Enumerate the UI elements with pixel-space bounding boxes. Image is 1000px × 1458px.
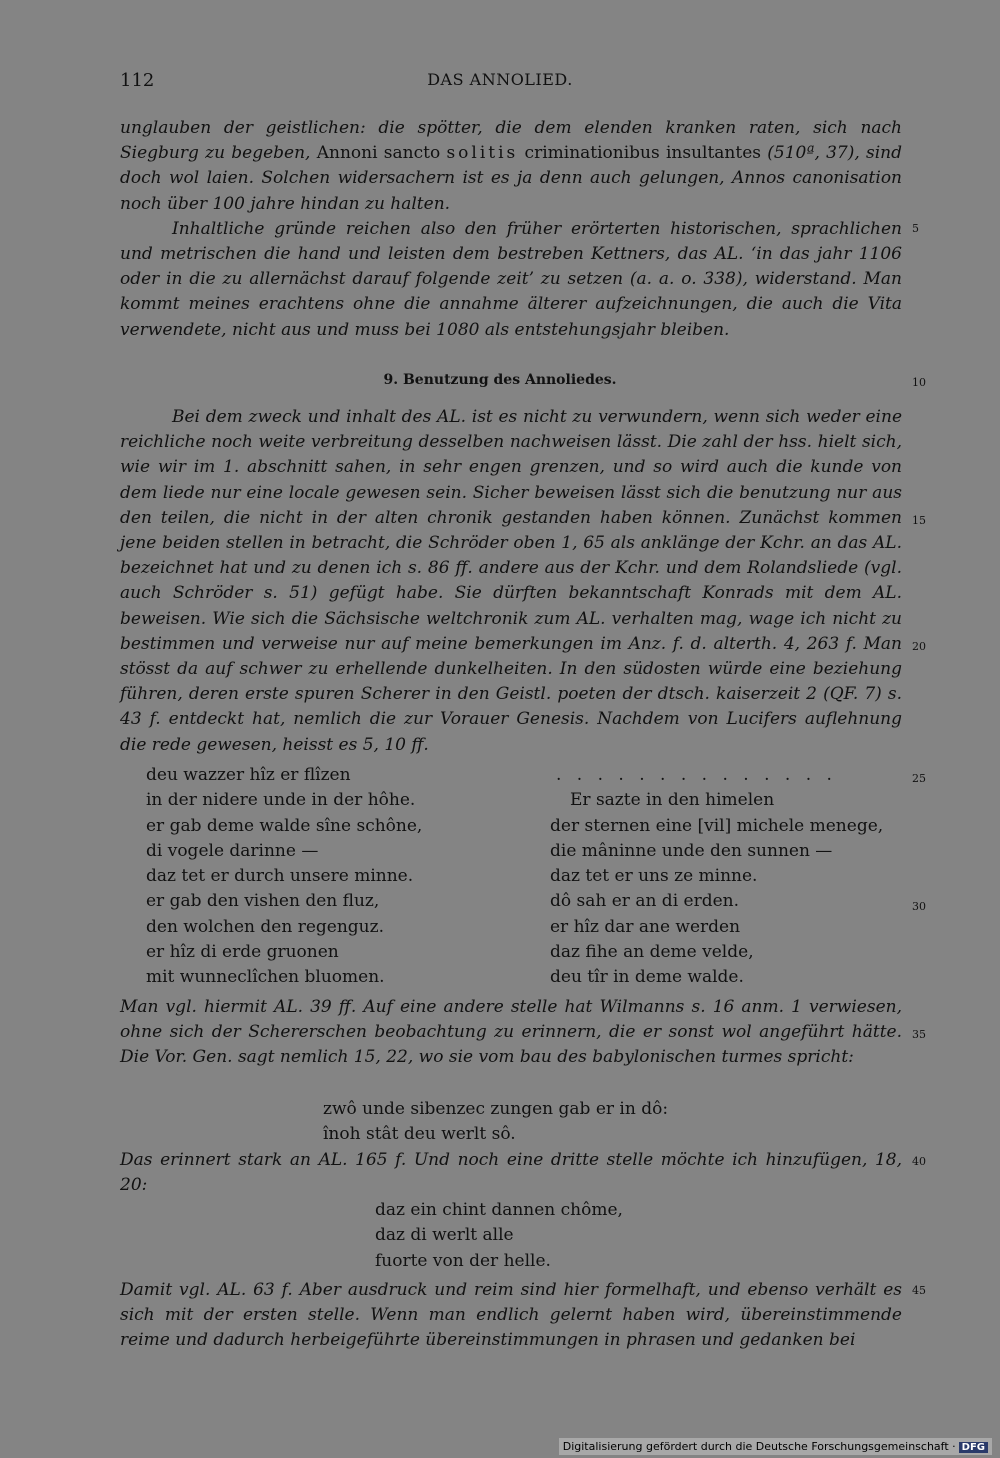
verse-line: daz di werlt alle xyxy=(375,1225,514,1246)
paragraph-4-block xyxy=(120,995,902,1071)
line-number: 25 xyxy=(912,772,926,785)
verse-line: er hîz di erde gruonen xyxy=(146,942,339,963)
verse-ellipsis: . . . . . . . . . . . . . . xyxy=(556,765,837,785)
line-number: 35 xyxy=(912,1028,926,1041)
verse-left-column xyxy=(146,763,422,991)
verse-line: in der nidere unde in der hôhe. xyxy=(146,790,416,811)
paragraph-3-block xyxy=(120,405,902,758)
verse-line: daz ein chint dannen chôme, xyxy=(375,1200,623,1220)
verse-line: zwô unde sibenzec zungen gab er in dô: xyxy=(323,1099,669,1119)
credit-text: Digitalisierung gefördert durch die Deutsche Forschungsgemeinschaft · xyxy=(562,1440,956,1453)
line-number: 45 xyxy=(912,1284,926,1297)
verse-line: den wolchen den regenguz. xyxy=(146,916,384,937)
paragraph-2: Inhaltliche gründe reichen also den früher erörterten historischen, sprachlichen und metrischen die hand und leisten dem bestreben Kettners, das AL. ‘in das jahr 1106 oder in die zu allernächst darauf folgende zeit’ zu setzen (a. a. o. 338), widerstand. Man kommt meines erachtens ohne die annahme älterer aufzeichnungen, die auch die Vita verwendete, nicht aus und muss bei 1080 als entstehungsjahr bleiben. xyxy=(120,218,902,340)
verse-line: deu tîr in deme walde. xyxy=(550,967,744,988)
verse-block-2 xyxy=(323,1097,668,1148)
running-title: DAS ANNOLIED. xyxy=(427,70,573,89)
p1-text-b: (510ª, 37), sind doch wol laien. Solchen widersachern ist es ja denn auch gelungen, Annos canonisation noch über 100 jahre hindan zu halten. xyxy=(120,143,903,214)
verse-line: daz fihe an deme velde, xyxy=(550,942,754,963)
verse-line: fuorte von der helle. xyxy=(375,1250,551,1271)
verse-line: di vogele darinne — xyxy=(146,840,319,861)
paragraph-6-block xyxy=(120,1278,902,1354)
section-heading: 9. Benutzung des Annoliedes. xyxy=(383,372,617,388)
paragraph-3: Bei dem zweck und inhalt des AL. ist es nicht zu verwundern, wenn sich weder eine reichliche noch weite verbreitung desselben nachweisen lässt. Die zahl der hss. hielt sich, wie wir im 1. abschnitt sahen, in sehr engen grenzen, und so wird auch die kunde von dem liede nur eine locale gewesen sein. Sicher beweisen lässt sich die benutzung nur aus den teilen, die nicht in der alten chronik gestanden haben können. Zunächst kommen jene beiden stellen in betracht, die Schröder oben 1, 65 als anklänge der Kchr. an das AL. bezeichnet hat und zu denen ich s. 86 ff. andere aus der Kchr. und dem Rolandsliede (vgl. auch Schröder s. 51) gefügt habe. Sie dürften bekanntschaft Konrads mit dem AL. beweisen. Wie sich die Sächsische weltchronik zum AL. verhalten mag, wage ich nicht zu bestimmen und verweise nur auf meine bemerkungen im Anz. f. d. alterth. 4, 263 f. Man stösst da auf schwer zu erhellende dunkelheiten. In den südosten würde eine beziehung führen, deren erste spuren Scherer in den Geistl. poeten der dtsch. kaiserzeit 2 (QF. 7) s. 43 f. entdeckt hat, nemlich die zur Vorauer Genesis. Nachdem von Lucifers auflehnung die rede gewesen, heisst es 5, 10 ff. xyxy=(120,407,902,755)
digitization-credit xyxy=(559,1438,992,1455)
verse-block-3 xyxy=(375,1198,623,1274)
paragraph-5: Das erinnert stark an AL. 165 f. Und noch eine dritte stelle möchte ich hinzufügen, 18, 20: xyxy=(120,1150,902,1196)
verse-line: deu wazzer hîz er flîzen xyxy=(146,765,351,785)
p1-latin-a: Annoni sancto xyxy=(316,143,441,164)
verse-line: înoh stât deu werlt sô. xyxy=(323,1124,516,1145)
line-number: 5 xyxy=(912,222,919,235)
paragraph-1 xyxy=(120,116,902,343)
verse-right-column xyxy=(550,763,883,991)
verse-line: die mâninne unde den sunnen — xyxy=(550,840,833,861)
verse-line: er hîz dar ane werden xyxy=(550,916,741,937)
paragraph-5-block xyxy=(120,1148,902,1198)
verse-line: dô sah er an di erden. xyxy=(550,891,740,912)
verse-line: daz tet er durch unsere minne. xyxy=(146,866,414,887)
line-number: 15 xyxy=(912,514,926,527)
verse-line: der sternen eine [vil] michele menege, xyxy=(550,815,884,836)
line-number: 40 xyxy=(912,1155,926,1168)
line-number: 10 xyxy=(912,376,926,389)
page-number: 112 xyxy=(120,70,155,91)
paragraph-6: Damit vgl. AL. 63 f. Aber ausdruck und reim sind hier formelhaft, und ebenso verhält es sich mit der ersten stelle. Wenn man endlich gelernt haben wird, übereinstimmende reime und dadurch herbeigeführte übereinstimmungen in phrasen und gedanken bei xyxy=(120,1280,902,1351)
line-number: 20 xyxy=(912,640,926,653)
p1-latin-spaced: solitis xyxy=(446,143,519,164)
line-number: 30 xyxy=(912,900,926,913)
p1-text-a: unglauben der geistlichen: die spötter, die dem elenden kranken raten, sich nach Siegburg zu begeben, xyxy=(120,118,902,164)
verse-line: daz tet er uns ze minne. xyxy=(550,866,758,887)
p1-latin-b: criminationibus insultantes xyxy=(524,143,762,164)
verse-line: mit wunneclîchen bluomen. xyxy=(146,967,385,988)
verse-line: Er sazte in den himelen xyxy=(570,790,775,811)
verse-line: er gab den vishen den fluz, xyxy=(146,891,380,912)
paragraph-4: Man vgl. hiermit AL. 39 ff. Auf eine andere stelle hat Wilmanns s. 16 anm. 1 verwiesen, ohne sich der Schererschen beobachtung zu erinnern, die er sonst wol angeführt hätte. Die Vor. Gen. sagt nemlich 15, 22, wo sie vom bau des babylonischen turmes spricht: xyxy=(120,997,902,1068)
verse-line: er gab deme walde sîne schône, xyxy=(146,815,423,836)
dfg-logo-icon: DFG xyxy=(959,1442,988,1453)
